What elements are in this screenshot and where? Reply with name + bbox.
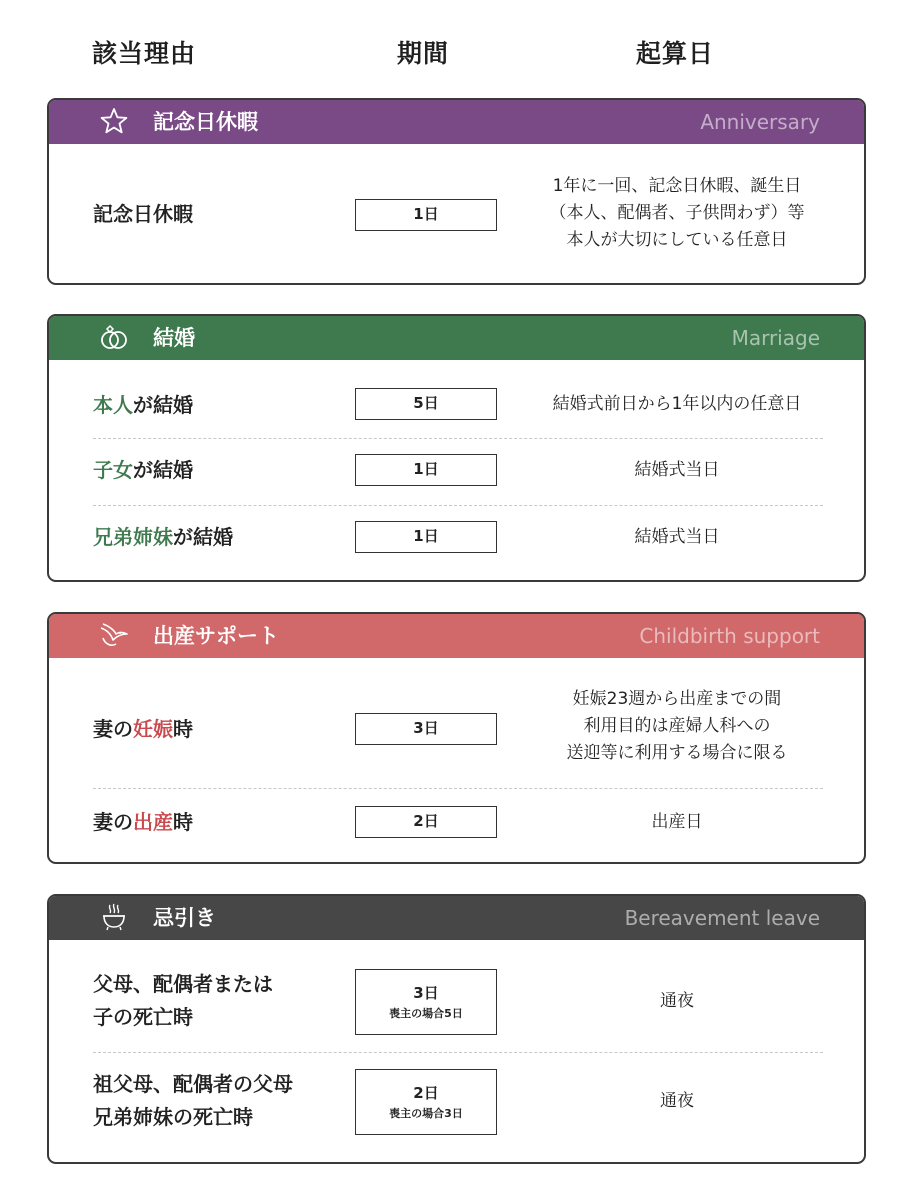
row-label [93, 968, 273, 1034]
column-header-start: 起算日 [636, 39, 715, 68]
row-label [93, 806, 193, 839]
label-text: 時 [173, 810, 193, 834]
anniversary-card [47, 98, 866, 285]
row-note [519, 686, 835, 767]
bereavement-header [49, 896, 864, 940]
table-row [49, 144, 864, 285]
note-line: 妊娠23週から出産までの間 [572, 689, 782, 709]
childbirth-header [49, 614, 864, 658]
star-icon [99, 106, 129, 136]
row-note: 結婚式前日から1年以内の任意日 [552, 394, 802, 414]
rings-icon [99, 322, 129, 352]
label-line: 兄弟姉妹の死亡時 [93, 1105, 253, 1129]
days-box [355, 1069, 497, 1135]
label-text: 時 [173, 717, 193, 741]
days-box [355, 454, 497, 486]
section-title-en: Anniversary [700, 110, 820, 134]
label-text: が結婚 [133, 393, 193, 417]
childbirth-card [47, 612, 866, 864]
row-note: 通夜 [660, 1091, 694, 1111]
days-box [355, 521, 497, 553]
row-note [519, 173, 835, 254]
label-highlight: 妊娠 [133, 717, 173, 741]
note-line: （本人、配偶者、子供問わず）等 [549, 203, 805, 223]
label-text: 妻の [93, 810, 133, 834]
label-line: 子の死亡時 [93, 1005, 193, 1029]
days-box [355, 806, 497, 838]
stork-icon [99, 620, 129, 650]
table-row [49, 438, 864, 505]
incense-icon [99, 902, 129, 932]
label-line: 父母、配偶者または [93, 972, 273, 996]
note-line: 本人が大切にしている任意日 [566, 230, 788, 250]
section-title-en: Childbirth support [639, 624, 820, 648]
section-title: 記念日休暇 [153, 110, 258, 134]
table-row [49, 788, 864, 864]
section-title: 結婚 [153, 326, 195, 350]
row-label [93, 389, 193, 422]
days-value: 3日 [413, 719, 439, 737]
row-note: 出産日 [651, 812, 703, 832]
days-note: 喪主の場合3日 [389, 1107, 463, 1120]
label-text: が結婚 [173, 525, 233, 549]
bereavement-card [47, 894, 866, 1164]
days-value: 1日 [413, 460, 439, 478]
row-note: 結婚式当日 [634, 527, 720, 547]
table-row [49, 940, 864, 1052]
row-label [93, 1068, 293, 1134]
days-value: 2日 [413, 1084, 439, 1102]
section-title-en: Marriage [731, 326, 820, 350]
section-title-en: Bereavement leave [624, 906, 820, 930]
days-box [355, 969, 497, 1035]
days-note: 喪主の場合5日 [389, 1007, 463, 1020]
table-row [49, 360, 864, 438]
days-value: 3日 [413, 984, 439, 1002]
section-title: 出産サポート [153, 624, 279, 648]
label-highlight: 兄弟姉妹 [93, 525, 173, 549]
days-box [355, 713, 497, 745]
note-line: 1年に一回、記念日休暇、誕生日 [552, 176, 802, 196]
days-box [355, 388, 497, 420]
marriage-header [49, 316, 864, 360]
note-line: 送迎等に利用する場合に限る [566, 743, 788, 763]
label-text: 妻の [93, 717, 133, 741]
days-value: 2日 [413, 812, 439, 830]
days-value: 1日 [413, 205, 439, 223]
section-title: 忌引き [153, 906, 216, 930]
row-note: 通夜 [660, 991, 694, 1011]
label-highlight: 出産 [133, 810, 173, 834]
row-label [93, 521, 233, 554]
table-row [49, 658, 864, 788]
marriage-card [47, 314, 866, 582]
label-highlight: 子女 [93, 458, 133, 482]
table-row [49, 505, 864, 582]
days-value: 5日 [413, 394, 439, 412]
label-line: 祖父母、配偶者の父母 [93, 1072, 293, 1096]
row-note: 結婚式当日 [634, 460, 720, 480]
table-row [49, 1052, 864, 1164]
days-box [355, 199, 497, 231]
column-header-period: 期間 [397, 39, 450, 68]
row-label [93, 454, 193, 487]
row-label: 記念日休暇 [93, 202, 193, 226]
anniversary-header [49, 100, 864, 144]
label-highlight: 本人 [93, 393, 133, 417]
note-line: 利用目的は産婦人科への [583, 716, 771, 736]
label-text: が結婚 [133, 458, 193, 482]
row-label [93, 713, 193, 746]
days-value: 1日 [413, 527, 439, 545]
column-header-reason: 該当理由 [92, 39, 197, 68]
